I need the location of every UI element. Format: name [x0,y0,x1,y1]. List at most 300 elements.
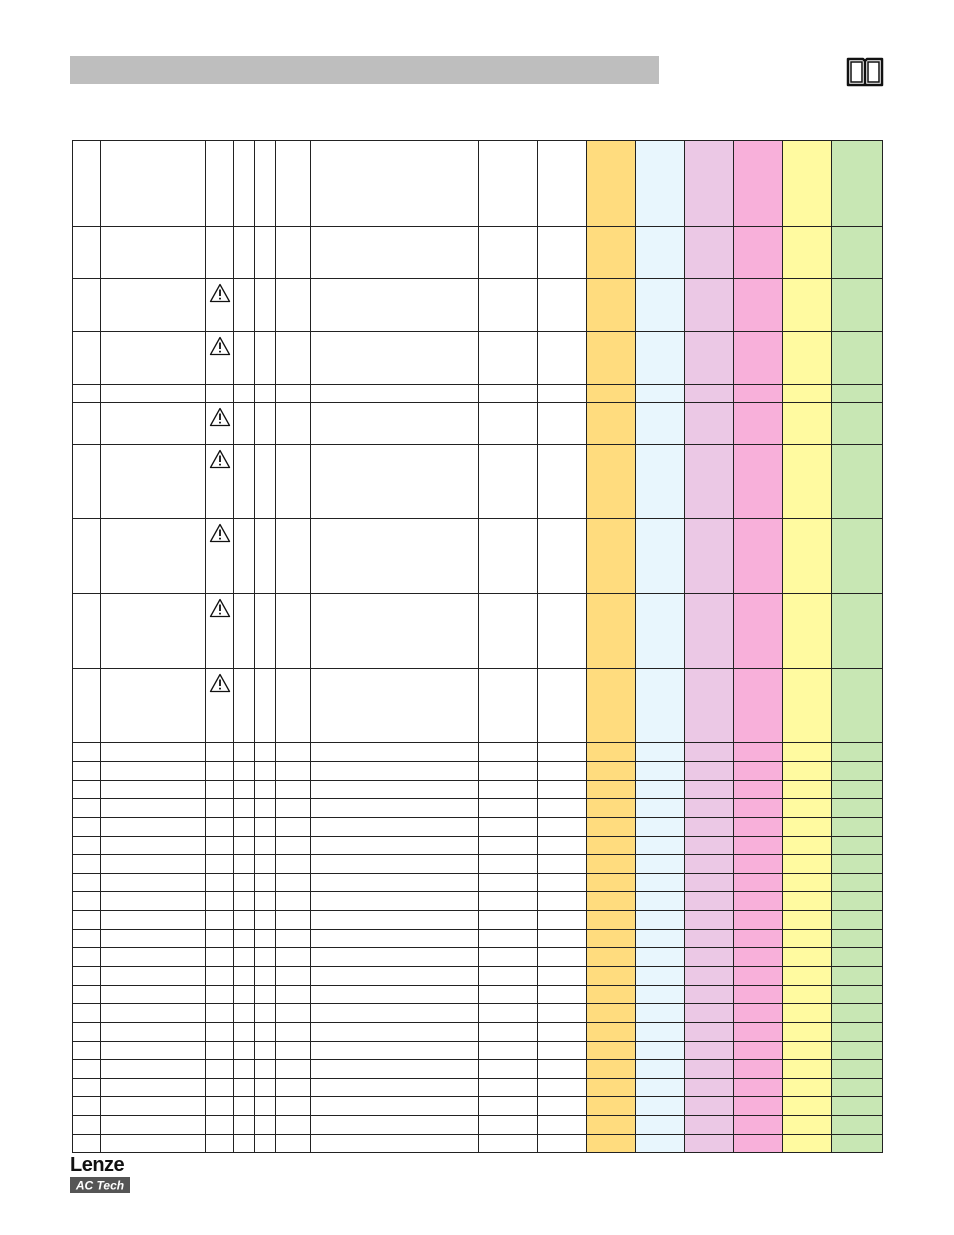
table-cell [234,911,255,930]
table-cell [206,1060,234,1079]
table-cell [587,403,636,445]
parameter-table [72,140,883,1153]
table-cell [255,781,276,799]
table-cell [276,1004,311,1023]
table-cell [73,892,101,911]
table-cell [311,1079,479,1097]
table-cell [255,911,276,930]
table-cell [587,1060,636,1079]
table-cell [255,855,276,874]
table-cell [311,743,479,762]
table-cell [276,445,311,519]
table-cell [479,1097,538,1116]
table-cell [311,1097,479,1116]
table-cell [734,332,783,385]
table-cell [685,1023,734,1042]
table-row [73,986,883,1004]
table-cell [832,948,883,967]
table-cell [734,799,783,818]
table-cell [587,385,636,403]
table-cell [234,519,255,594]
table-cell [832,1116,883,1135]
table-cell [538,445,587,519]
table-cell [538,986,587,1004]
table-cell [636,986,685,1004]
table-cell [206,141,234,227]
table-cell [311,332,479,385]
table-cell [832,799,883,818]
table-cell [206,1116,234,1135]
table-cell [783,855,832,874]
table-row [73,892,883,911]
table-cell [783,403,832,445]
table-cell [73,1004,101,1023]
table-cell [234,799,255,818]
table-row [73,594,883,669]
table-cell [636,1116,685,1135]
table-cell [73,762,101,781]
table-cell [206,743,234,762]
table-cell [587,762,636,781]
table-cell [734,445,783,519]
table-cell [685,1060,734,1079]
table-cell [479,1079,538,1097]
table-cell [734,1023,783,1042]
table-cell [73,279,101,332]
table-cell [479,1060,538,1079]
table-cell [276,227,311,279]
table-cell [234,227,255,279]
table-cell [206,594,234,669]
table-cell [276,669,311,743]
table-cell [73,948,101,967]
table-cell [587,743,636,762]
table-cell [587,445,636,519]
table-cell [538,1023,587,1042]
table-cell [636,1135,685,1153]
table-cell [479,1042,538,1060]
table-cell [538,1042,587,1060]
table-cell [636,837,685,855]
table-cell [479,279,538,332]
table-cell [636,967,685,986]
table-cell [479,930,538,948]
table-cell [479,445,538,519]
table-cell [636,1004,685,1023]
table-cell [311,986,479,1004]
table-cell [479,332,538,385]
table-cell [73,1042,101,1060]
table-cell [538,519,587,594]
table-cell [783,519,832,594]
table-cell [734,967,783,986]
table-cell [311,445,479,519]
table-cell [73,1097,101,1116]
table-cell [255,1042,276,1060]
table-cell [734,818,783,837]
table-row [73,818,883,837]
table-cell [832,1060,883,1079]
table-cell [73,986,101,1004]
table-cell [832,519,883,594]
table-cell [101,669,206,743]
table-cell [685,762,734,781]
table-cell [783,986,832,1004]
table-cell [538,1097,587,1116]
table-cell [783,799,832,818]
table-cell [206,818,234,837]
table-row [73,385,883,403]
table-cell [538,781,587,799]
table-cell [685,799,734,818]
table-cell [276,1079,311,1097]
table-cell [783,1023,832,1042]
table-cell [636,948,685,967]
table-cell [636,1079,685,1097]
table-cell [73,855,101,874]
table-cell [234,1097,255,1116]
table-cell [734,403,783,445]
table-cell [206,1023,234,1042]
table-cell [734,1079,783,1097]
table-row [73,837,883,855]
table-cell [734,519,783,594]
table-cell [832,1135,883,1153]
table-cell [101,818,206,837]
table-cell [479,1004,538,1023]
table-cell [832,332,883,385]
table-cell [832,141,883,227]
table-cell [685,669,734,743]
table-cell [832,403,883,445]
table-cell [538,855,587,874]
table-cell [783,1097,832,1116]
table-cell [479,1023,538,1042]
table-cell [636,818,685,837]
table-cell [73,594,101,669]
table-cell [479,855,538,874]
table-cell [101,799,206,818]
table-cell [783,1042,832,1060]
table-cell [636,762,685,781]
table-cell [587,1116,636,1135]
table-cell [206,1097,234,1116]
table-cell [538,594,587,669]
table-cell [276,837,311,855]
warning-triangle-icon [209,283,231,303]
table-cell [206,799,234,818]
table-cell [311,1116,479,1135]
table-cell [311,781,479,799]
table-cell [587,967,636,986]
table-cell [538,403,587,445]
table-row [73,762,883,781]
table-cell [311,1060,479,1079]
table-cell [479,227,538,279]
table-cell [255,874,276,892]
table-cell [685,781,734,799]
table-cell [538,1135,587,1153]
table-cell [276,818,311,837]
table-cell [587,1079,636,1097]
table-cell [783,141,832,227]
table-cell [538,837,587,855]
warning-triangle-icon [209,449,231,469]
table-cell [206,519,234,594]
table-cell [734,279,783,332]
table-cell [276,332,311,385]
table-cell [832,762,883,781]
table-cell [234,837,255,855]
logo-brand: Lenze [70,1154,125,1176]
table-cell [685,403,734,445]
table-cell [311,892,479,911]
table-cell [101,762,206,781]
table-cell [538,141,587,227]
table-cell [832,1042,883,1060]
table-cell [685,1116,734,1135]
table-cell [685,1097,734,1116]
table-cell [685,1135,734,1153]
table-cell [734,837,783,855]
table-cell [734,1135,783,1153]
table-cell [685,141,734,227]
table-cell [538,743,587,762]
table-cell [255,743,276,762]
table-cell [538,874,587,892]
table-cell [783,385,832,403]
table-cell [479,986,538,1004]
table-cell [832,892,883,911]
table-cell [234,948,255,967]
table-cell [783,669,832,743]
table-cell [276,1116,311,1135]
table-cell [73,818,101,837]
table-cell [685,948,734,967]
table-cell [101,519,206,594]
table-cell [101,1079,206,1097]
table-cell [255,141,276,227]
table-cell [685,385,734,403]
table-cell [685,892,734,911]
table-cell [101,1004,206,1023]
table-cell [538,948,587,967]
table-cell [234,762,255,781]
ac-tech-logo-mark [70,1177,130,1193]
table-cell [538,1004,587,1023]
table-cell [832,1097,883,1116]
table-cell [255,1060,276,1079]
table-cell [234,1042,255,1060]
table-cell [783,743,832,762]
table-row [73,967,883,986]
table-cell [783,781,832,799]
table-cell [587,1097,636,1116]
table-cell [206,986,234,1004]
table-cell [783,279,832,332]
table-row [73,1116,883,1135]
table-cell [832,855,883,874]
table-cell [587,669,636,743]
table-cell [234,669,255,743]
table-cell [234,818,255,837]
table-cell [234,1079,255,1097]
table-row [73,403,883,445]
table-cell [206,967,234,986]
table-cell [587,1023,636,1042]
table-cell [538,799,587,818]
table-cell [685,1004,734,1023]
table-row [73,948,883,967]
table-row [73,445,883,519]
table-cell [101,1023,206,1042]
table-cell [206,855,234,874]
table-cell [101,385,206,403]
table-cell [73,227,101,279]
table-cell [479,818,538,837]
table-cell [101,1060,206,1079]
table-cell [276,892,311,911]
table-cell [685,874,734,892]
table-cell [311,519,479,594]
table-cell [479,781,538,799]
table-cell [311,948,479,967]
table-cell [234,743,255,762]
table-cell [685,911,734,930]
table-cell [734,1060,783,1079]
table-cell [587,892,636,911]
table-cell [73,141,101,227]
table-cell [234,967,255,986]
table-cell [255,892,276,911]
table-cell [832,743,883,762]
table-cell [783,445,832,519]
table-cell [538,669,587,743]
table-cell [783,594,832,669]
table-cell [255,403,276,445]
table-cell [832,594,883,669]
table-cell [636,781,685,799]
table-cell [734,911,783,930]
table-cell [832,1004,883,1023]
table-row [73,1135,883,1153]
table-cell [685,837,734,855]
table-cell [276,986,311,1004]
table-cell [311,279,479,332]
table-cell [311,762,479,781]
table-cell [73,332,101,385]
table-cell [234,1004,255,1023]
table-cell [255,948,276,967]
table-cell [636,279,685,332]
table-cell [734,874,783,892]
table-cell [206,1004,234,1023]
table-cell [234,403,255,445]
table-cell [255,1135,276,1153]
table-row [73,1042,883,1060]
table-cell [832,669,883,743]
table-cell [276,1135,311,1153]
table-cell [479,892,538,911]
table-cell [255,594,276,669]
table-cell [685,279,734,332]
table-cell [234,986,255,1004]
table-cell [685,818,734,837]
table-cell [636,874,685,892]
table-cell [255,669,276,743]
table-cell [101,874,206,892]
table-cell [255,1004,276,1023]
table-row [73,332,883,385]
table-cell [276,385,311,403]
table-cell [255,279,276,332]
table-cell [636,445,685,519]
table-cell [206,332,234,385]
table-cell [734,594,783,669]
table-cell [234,781,255,799]
table-cell [255,1023,276,1042]
table-cell [479,385,538,403]
table-cell [311,1042,479,1060]
table-cell [636,892,685,911]
table-cell [73,385,101,403]
table-cell [685,594,734,669]
table-cell [685,743,734,762]
table-cell [734,781,783,799]
table-cell [255,762,276,781]
table-cell [538,1079,587,1097]
table-cell [101,743,206,762]
table-cell [276,594,311,669]
table-cell [636,141,685,227]
table-cell [636,227,685,279]
table-cell [479,1135,538,1153]
table-cell [636,1042,685,1060]
table-cell [479,967,538,986]
table-cell [234,930,255,948]
table-cell [636,332,685,385]
table-cell [636,855,685,874]
table-cell [276,762,311,781]
table-cell [685,519,734,594]
table-cell [255,445,276,519]
table-cell [73,1023,101,1042]
table-cell [832,385,883,403]
table-cell [311,227,479,279]
table-cell [311,911,479,930]
table-cell [311,930,479,948]
table-cell [538,892,587,911]
table-cell [479,762,538,781]
table-cell [538,967,587,986]
table-cell [636,1023,685,1042]
table-cell [734,1042,783,1060]
table-cell [587,818,636,837]
table-cell [234,332,255,385]
table-cell [73,967,101,986]
table-cell [479,519,538,594]
table-cell [276,519,311,594]
table-cell [832,279,883,332]
table-cell [685,930,734,948]
table-cell [73,1135,101,1153]
table-cell [685,1042,734,1060]
table-cell [832,227,883,279]
table-cell [73,1060,101,1079]
table-cell [685,1079,734,1097]
table-cell [636,519,685,594]
table-cell [276,1097,311,1116]
